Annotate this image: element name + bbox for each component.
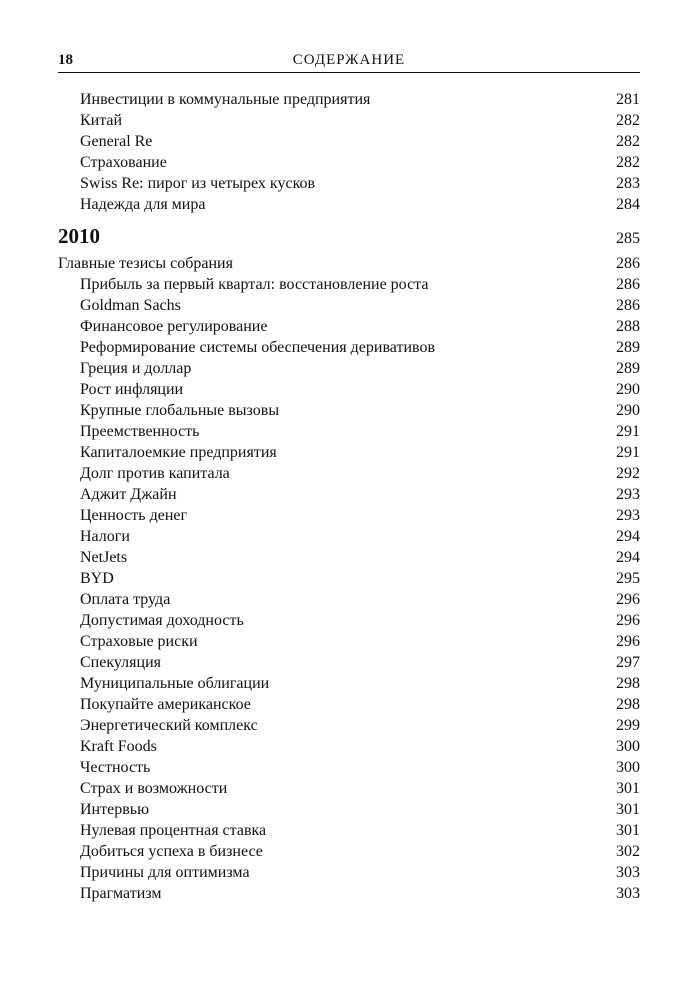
toc-entry-page: 291 [616, 444, 640, 461]
section-page: 285 [616, 230, 640, 247]
toc-entry [58, 757, 640, 778]
toc-entry-label: Рост инфляции [80, 381, 184, 398]
toc-entry [58, 778, 640, 799]
toc-group-before [58, 89, 640, 215]
toc-entry-page: 297 [616, 654, 640, 671]
toc-entry-page: 290 [616, 402, 640, 419]
toc-entry-page: 303 [616, 885, 640, 902]
toc-entry [58, 463, 640, 484]
toc-entry-page: 291 [616, 423, 640, 440]
toc-entry-label: Прибыль за первый квартал: восстановление роста [80, 276, 429, 293]
toc-entry-page: 299 [616, 717, 640, 734]
toc-entry-label: Нулевая процентная ставка [80, 822, 267, 839]
toc-entry [58, 799, 640, 820]
toc-entry-page: 282 [616, 112, 640, 129]
toc-entry-label: Kraft Foods [80, 738, 157, 755]
toc-entry-page: 302 [616, 843, 640, 860]
toc-entry-page: 293 [616, 507, 640, 524]
toc-section-heading [58, 219, 640, 253]
toc-entry-page: 301 [616, 801, 640, 818]
toc-entry [58, 295, 640, 316]
toc-entry [58, 568, 640, 589]
toc-entry [58, 673, 640, 694]
toc-entry-label: Ценность денег [80, 507, 188, 524]
toc-entry [58, 526, 640, 547]
toc-entry [58, 547, 640, 568]
toc-entry-page: 284 [616, 196, 640, 213]
toc-entry [58, 358, 640, 379]
toc-entry-page: 282 [616, 154, 640, 171]
toc-entry-page: 294 [616, 549, 640, 566]
toc-entry [58, 152, 640, 173]
subsection-label: Главные тезисы собрания [58, 255, 233, 272]
toc-entry-page: 298 [616, 675, 640, 692]
toc-entry-label: Крупные глобальные вызовы [80, 402, 280, 419]
toc-entry [58, 883, 640, 904]
toc-entry-page: 303 [616, 864, 640, 881]
toc-entry-label: Китай [80, 112, 123, 129]
toc-entry [58, 400, 640, 421]
toc-entry-page: 301 [616, 822, 640, 839]
toc-entry-label: Интервью [80, 801, 150, 818]
toc-entry-label: Муниципальные облигации [80, 675, 270, 692]
toc-entry [58, 379, 640, 400]
toc-entry [58, 631, 640, 652]
toc-entry-label: NetJets [80, 549, 128, 566]
toc-entry-page: 300 [616, 738, 640, 755]
toc-entry-label: Swiss Re: пирог из четырех кусков [80, 175, 316, 192]
toc-entry-label: Преемственность [80, 423, 200, 440]
toc-entry-page: 301 [616, 780, 640, 797]
toc-entry-page: 296 [616, 591, 640, 608]
toc-entry [58, 484, 640, 505]
running-header [58, 50, 640, 73]
toc-entry [58, 715, 640, 736]
toc-entry-label: Финансовое регулирование [80, 318, 268, 335]
toc-entry-label: Надежда для мира [80, 196, 206, 213]
toc-entry [58, 652, 640, 673]
section-year: 2010 [58, 224, 100, 248]
toc-entry [58, 442, 640, 463]
toc-entry [58, 862, 640, 883]
toc-entry-page: 288 [616, 318, 640, 335]
toc-entry-label: Goldman Sachs [80, 297, 181, 314]
toc-entry-label: Оплата труда [80, 591, 171, 608]
toc-subsection [58, 253, 640, 274]
toc-entry [58, 316, 640, 337]
toc-entry [58, 610, 640, 631]
toc-entry-label: Страхование [80, 154, 167, 171]
toc-entry-label: Прагматизм [80, 885, 162, 902]
toc-entry-page: 286 [616, 276, 640, 293]
table-of-contents [58, 89, 640, 904]
toc-entry-page: 292 [616, 465, 640, 482]
subsection-page: 286 [616, 255, 640, 272]
toc-entry-page: 296 [616, 612, 640, 629]
toc-entry-label: Долг против капитала [80, 465, 230, 482]
page-number: 18 [58, 52, 73, 68]
toc-entry-label: Капиталоемкие предприятия [80, 444, 277, 461]
toc-entry-page: 293 [616, 486, 640, 503]
toc-entry-page: 296 [616, 633, 640, 650]
toc-entry [58, 694, 640, 715]
toc-entry-label: Спекуляция [80, 654, 162, 671]
toc-entry-page: 281 [616, 91, 640, 108]
toc-entry [58, 820, 640, 841]
toc-entry-label: General Re [80, 133, 153, 150]
toc-entry-page: 300 [616, 759, 640, 776]
toc-entry-label: Покупайте американское [80, 696, 251, 713]
toc-entry [58, 337, 640, 358]
toc-entry [58, 110, 640, 131]
toc-entry-label: Допустимая доходность [80, 612, 244, 629]
toc-entry-page: 289 [616, 360, 640, 377]
toc-entry [58, 589, 640, 610]
toc-entry [58, 173, 640, 194]
toc-entry [58, 274, 640, 295]
toc-group-after [58, 274, 640, 904]
toc-entry-label: BYD [80, 570, 114, 587]
toc-entry-page: 295 [616, 570, 640, 587]
toc-entry-label: Энергетический комплекс [80, 717, 258, 734]
toc-entry-label: Страховые риски [80, 633, 198, 650]
toc-entry-label: Причины для оптимизма [80, 864, 250, 881]
toc-entry-label: Честность [80, 759, 151, 776]
toc-entry [58, 194, 640, 215]
toc-entry-label: Инвестиции в коммунальные предприятия [80, 91, 371, 108]
toc-entry-label: Реформирование системы обеспечения деривативов [80, 339, 436, 356]
toc-entry-label: Страх и возможности [80, 780, 228, 797]
toc-entry [58, 421, 640, 442]
toc-entry-label: Греция и доллар [80, 360, 192, 377]
toc-entry [58, 89, 640, 110]
toc-entry-page: 294 [616, 528, 640, 545]
toc-entry [58, 736, 640, 757]
toc-entry-page: 289 [616, 339, 640, 356]
toc-entry-page: 282 [616, 133, 640, 150]
toc-entry [58, 841, 640, 862]
toc-entry-page: 283 [616, 175, 640, 192]
toc-entry-label: Налоги [80, 528, 130, 545]
running-title: СОДЕРЖАНИЕ [292, 52, 406, 68]
toc-entry [58, 505, 640, 526]
toc-entry [58, 131, 640, 152]
toc-entry-label: Добиться успеха в бизнесе [80, 843, 263, 860]
toc-entry-page: 290 [616, 381, 640, 398]
toc-entry-page: 298 [616, 696, 640, 713]
toc-entry-page: 286 [616, 297, 640, 314]
toc-entry-label: Аджит Джайн [80, 486, 177, 503]
